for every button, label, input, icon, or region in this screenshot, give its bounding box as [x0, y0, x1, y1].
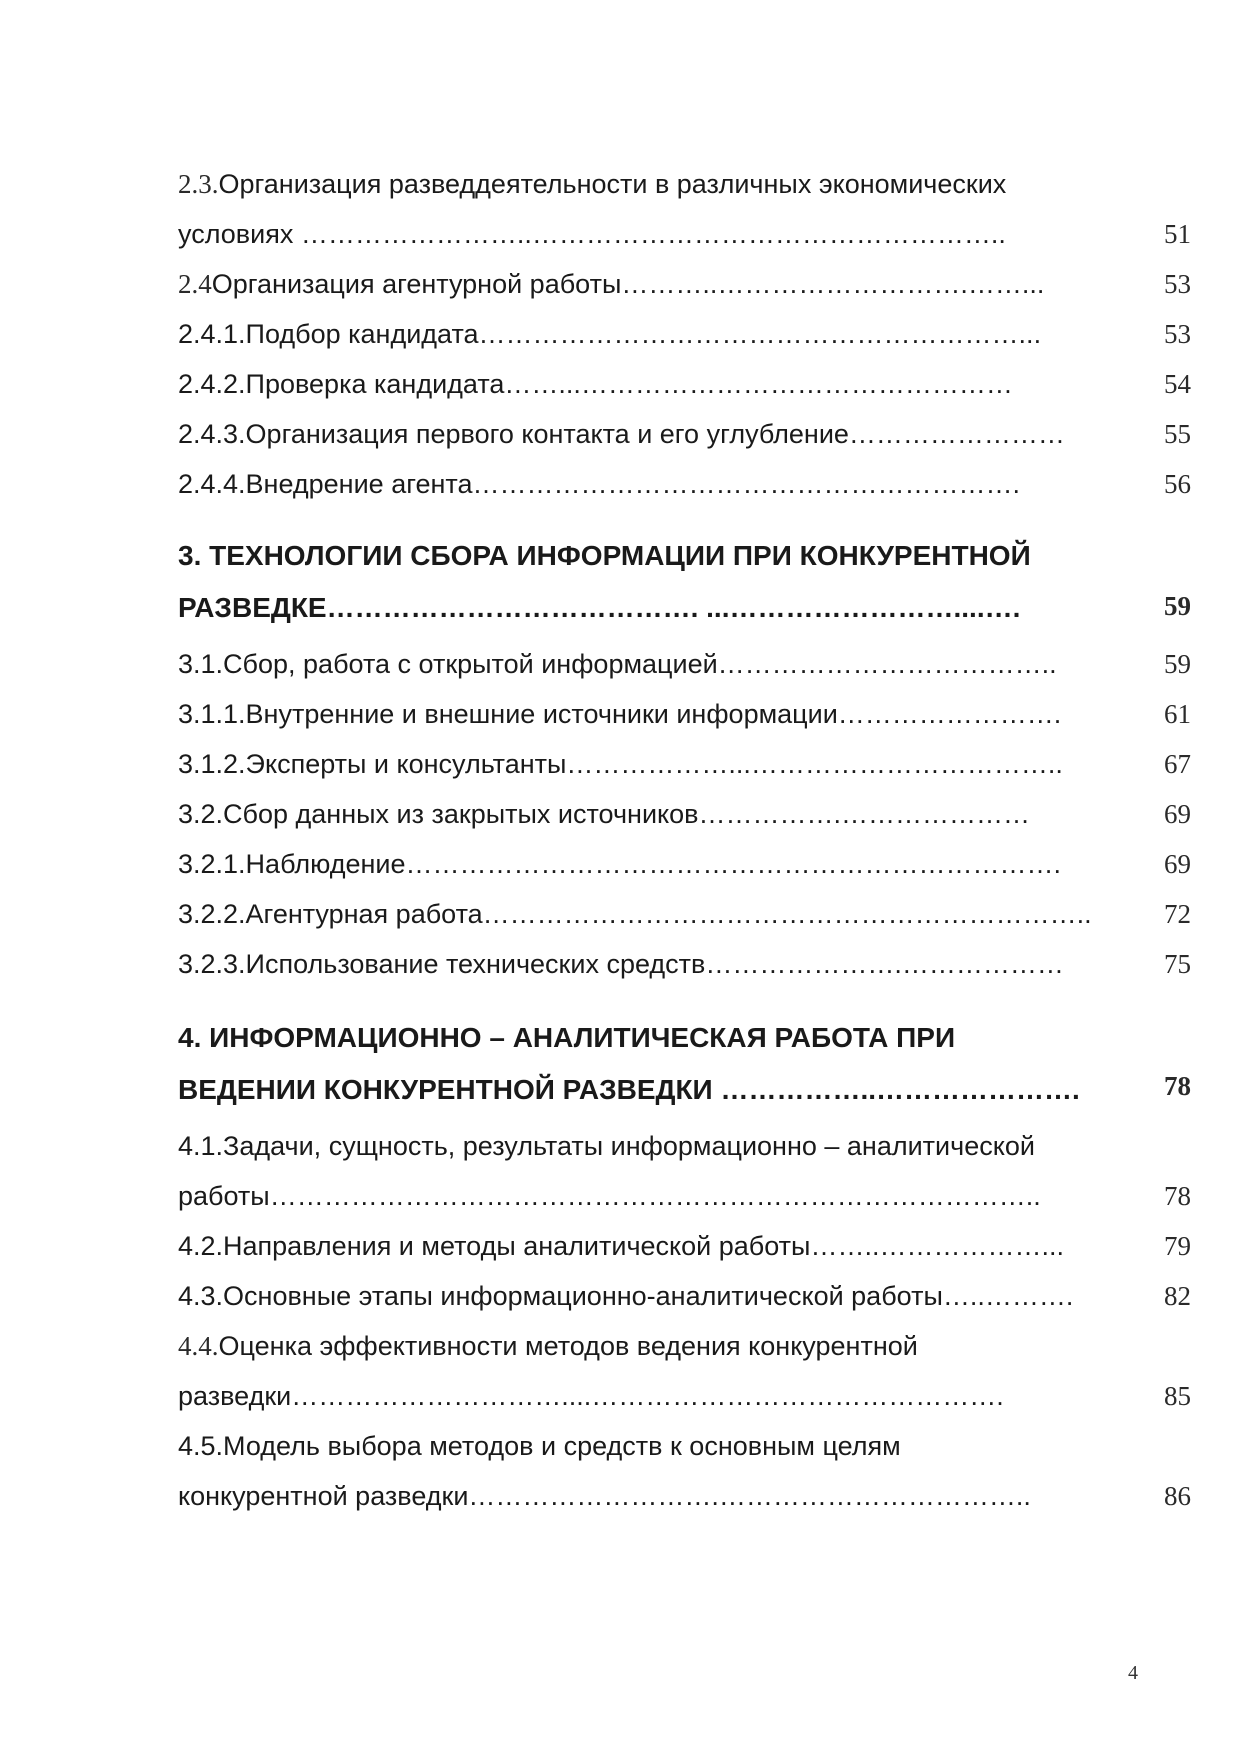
- toc-entry-4-5-line1: 4.5.Модель выбора методов и средств к основным целям: [178, 1431, 901, 1461]
- toc-entry-2-3-line2: условиях ……………………..……………………………………………..: [178, 219, 1006, 249]
- toc-entry-2-4: 2.4Организация агентурной работы………..……………………….……...: [178, 269, 1045, 299]
- toc-entry-3-2: 3.2.Сбор данных из закрытых источников…………….…………………: [178, 799, 1031, 829]
- toc-page-4-5: 86: [1164, 1481, 1191, 1511]
- toc-page-4-1: 78: [1164, 1181, 1191, 1211]
- toc-page-2-4-1: 53: [1164, 319, 1191, 349]
- toc-chapter-3-line2: РАЗВЕДКЕ…………………………………. ...……………………....….: [178, 592, 1021, 623]
- toc-entry-2-4-1: 2.4.1.Подбор кандидата……………………………………………………...: [178, 319, 1042, 349]
- toc-page-3-1-1: 61: [1164, 699, 1191, 729]
- toc-entry-4-4-line1: 4.4.Оценка эффективности методов ведения конкурентной: [178, 1331, 918, 1361]
- toc-entry-4-1-line1: 4.1.Задачи, сущность, результаты информационно – аналитической: [178, 1131, 1035, 1161]
- toc-page-3-2-2: 72: [1164, 899, 1191, 929]
- toc-page-3: 59: [1164, 591, 1191, 621]
- toc-chapter-4-line1: 4. ИНФОРМАЦИОННО – АНАЛИТИЧЕСКАЯ РАБОТА ПРИ: [178, 1022, 956, 1053]
- toc-page-2-3: 51: [1164, 219, 1191, 249]
- toc-entry-3-1-1: 3.1.1.Внутренние и внешние источники информации…………………….: [178, 699, 1062, 729]
- toc-page-3-2: 69: [1164, 799, 1191, 829]
- toc-entry-3-2-2: 3.2.2.Агентурная работа…………………………………………………………..: [178, 899, 1092, 929]
- toc-entry-2-3-line1: 2.3.Организация разведдеятельности в различных экономических: [178, 169, 1007, 199]
- toc-page-3-1: 59: [1164, 649, 1191, 679]
- page-number: 4: [1128, 1662, 1138, 1684]
- toc-entry-2-4-3: 2.4.3.Организация первого контакта и его углубление……………………: [178, 419, 1065, 449]
- toc-entry-4-2: 4.2.Направления и методы аналитической работы……..………………...: [178, 1231, 1064, 1261]
- toc-entry-3-1-2: 3.1.2.Эксперты и консультанты………………...……………………………..: [178, 749, 1063, 779]
- toc-entry-2-4-2: 2.4.2.Проверка кандидата……...…………………………………………: [178, 369, 1013, 399]
- toc-page-3-2-1: 69: [1164, 849, 1191, 879]
- toc-page-4-4: 85: [1164, 1381, 1191, 1411]
- toc-page-4-3: 82: [1164, 1281, 1191, 1311]
- toc-page-2-4: 53: [1164, 269, 1191, 299]
- toc-entry-3-1: 3.1.Сбор, работа с открытой информацией………………………………..: [178, 649, 1057, 679]
- toc-page-2-4-4: 56: [1164, 469, 1191, 499]
- toc-chapter-3-line1: 3. ТЕХНОЛОГИИ СБОРА ИНФОРМАЦИИ ПРИ КОНКУРЕНТНОЙ: [178, 540, 1031, 571]
- toc-entry-4-4-line2: разведки…………………………....……………………………………….: [178, 1381, 1004, 1411]
- toc-entry-3-2-3: 3.2.3.Использование технических средств………………….………………: [178, 949, 1064, 979]
- toc-entry-3-2-1: 3.2.1.Наблюдение……………………………………………………………….: [178, 849, 1062, 879]
- toc-entry-4-5-line2: конкурентной разведки……………………….……………………………..: [178, 1481, 1031, 1511]
- toc-page-2-4-3: 55: [1164, 419, 1191, 449]
- toc-entry-4-1-line2: работы…………………………………………………………………………..: [178, 1181, 1041, 1211]
- toc-entry-2-4-4: 2.4.4.Внедрение агента…………………………………………………….: [178, 469, 1020, 499]
- toc-page-2-4-2: 54: [1164, 369, 1191, 399]
- toc-page-3-1-2: 67: [1164, 749, 1191, 779]
- toc-entry-4-3: 4.3.Основные этапы информационно-аналитической работы…..……….: [178, 1281, 1074, 1311]
- toc-page-3-2-3: 75: [1164, 949, 1191, 979]
- toc-chapter-4-line2: ВЕДЕНИИ КОНКУРЕНТНОЙ РАЗВЕДКИ ……………..………………….: [178, 1074, 1080, 1105]
- toc-page-4-2: 79: [1164, 1231, 1191, 1261]
- toc-page-4: 78: [1164, 1071, 1191, 1101]
